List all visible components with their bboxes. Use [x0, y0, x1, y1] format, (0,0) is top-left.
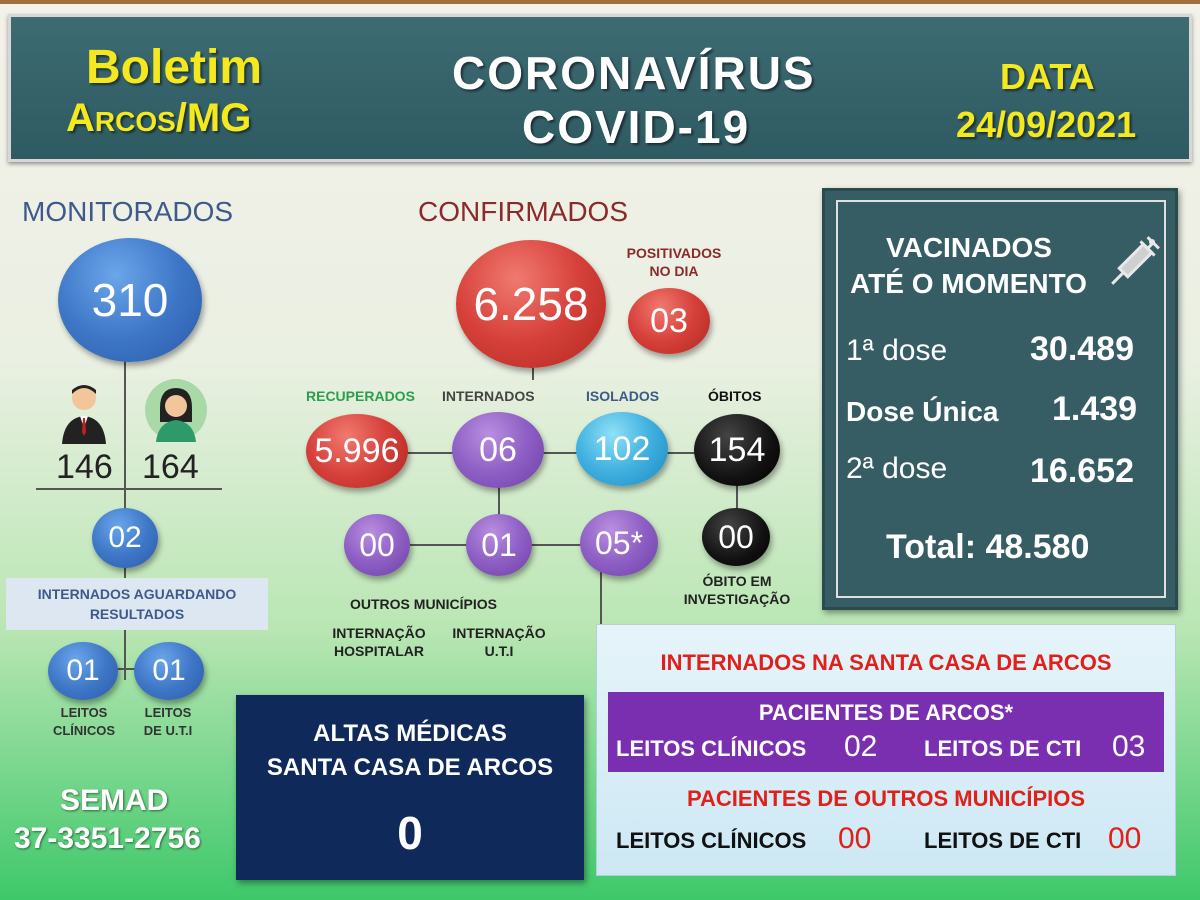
positivados-count: 03	[628, 288, 710, 354]
outros-municipios-label: OUTROS MUNICÍPIOS	[350, 596, 498, 612]
female-count: 164	[142, 448, 199, 486]
outros-cti-label: LEITOS DE CTI	[924, 828, 1082, 853]
covid-title: COVID-19	[522, 101, 751, 153]
outros-clinicos-value: 00	[838, 822, 872, 855]
arcos-clinicos-value: 02	[844, 730, 878, 763]
altas-title-1: ALTAS MÉDICAS	[313, 720, 507, 747]
outros-municipios-title: PACIENTES DE OUTROS MUNICÍPIOS	[686, 786, 1086, 811]
outros-cti-value: 00	[1108, 822, 1142, 855]
confirmados-total: 6.258	[456, 240, 606, 368]
female-person-icon	[144, 378, 208, 442]
isolados-label: ISOLADOS	[586, 388, 660, 404]
vacinados-title-2: ATÉ O MOMENTO	[850, 268, 1087, 299]
dose2-value: 16.652	[1030, 452, 1134, 490]
semad-phone: 37-3351-2756	[14, 822, 201, 855]
leitos-uti-label: LEITOS DE U.T.I	[143, 705, 193, 738]
obitos-count: 154	[694, 414, 780, 486]
outros-clinicos-label: LEITOS CLÍNICOS	[616, 828, 807, 853]
top-border	[0, 0, 1200, 4]
date-value: 24/09/2021	[956, 104, 1137, 145]
obito-investigacao-count: 00	[702, 508, 770, 566]
city-title: Arcos/MG	[66, 96, 252, 140]
outros-municipios-count: 00	[344, 514, 410, 576]
dose1-label: 1ª dose	[846, 334, 948, 367]
leitos-clinicos-count: 01	[48, 642, 118, 700]
internados-count: 06	[452, 412, 544, 488]
dose1-value: 30.489	[1030, 330, 1134, 368]
data-label: DATA	[1000, 56, 1095, 97]
male-count: 146	[56, 448, 113, 486]
isolados-count: 102	[576, 412, 668, 486]
recuperados-label: RECUPERADOS	[306, 388, 415, 404]
leitos-uti-count: 01	[134, 642, 204, 700]
monitorados-title: MONITORADOS	[22, 196, 234, 227]
positivados-label: POSITIVADOS NO DIA	[626, 245, 722, 279]
internacao-uti-label: INTERNAÇÃO U.T.I	[452, 625, 546, 659]
boletim-title: Boletim	[86, 41, 263, 94]
obito-investigacao-label: ÓBITO EM INVESTIGAÇÃO	[683, 573, 791, 607]
internacao-hospitalar-label: INTERNAÇÃO HOSPITALAR	[332, 625, 426, 659]
leitos-clinicos-label: LEITOS CLÍNICOS	[52, 705, 116, 738]
internados-aguardando-count: 02	[92, 508, 158, 568]
syringe-icon	[1104, 232, 1160, 296]
row1-hline	[360, 452, 740, 454]
monitor-hline	[36, 488, 222, 490]
internados-aguardando-label: INTERNADOS AGUARDANDO RESULTADOS	[6, 578, 268, 630]
dose-unica-value: 1.439	[1052, 390, 1138, 428]
internacao-uti-count: 05*	[580, 510, 658, 576]
monitorados-total: 310	[58, 238, 202, 362]
confirmados-title: CONFIRMADOS	[418, 196, 628, 227]
vacinados-total: Total: 48.580	[886, 528, 1090, 566]
semad-name: SEMAD	[60, 784, 169, 817]
arcos-clinicos-label: LEITOS CLÍNICOS	[616, 736, 807, 761]
male-person-icon	[58, 380, 110, 444]
recuperados-count: 5.996	[306, 414, 408, 488]
dose2-label: 2ª dose	[846, 452, 948, 485]
arcos-cti-label: LEITOS DE CTI	[924, 736, 1082, 761]
internados-label: INTERNADOS	[442, 388, 535, 404]
vacinados-title-1: VACINADOS	[886, 232, 1052, 263]
altas-value: 0	[397, 807, 423, 859]
santa-casa-title: INTERNADOS NA SANTA CASA DE ARCOS	[660, 650, 1112, 675]
coronavirus-title: CORONAVÍRUS	[452, 47, 816, 99]
dose-unica-label: Dose Única	[846, 396, 999, 427]
altas-title-2: SANTA CASA DE ARCOS	[266, 754, 554, 781]
internacao-hospitalar-count: 01	[466, 514, 532, 576]
arcos-cti-value: 03	[1112, 730, 1146, 763]
pacientes-arcos-title: PACIENTES DE ARCOS*	[758, 700, 1014, 725]
obitos-label: ÓBITOS	[708, 388, 762, 404]
